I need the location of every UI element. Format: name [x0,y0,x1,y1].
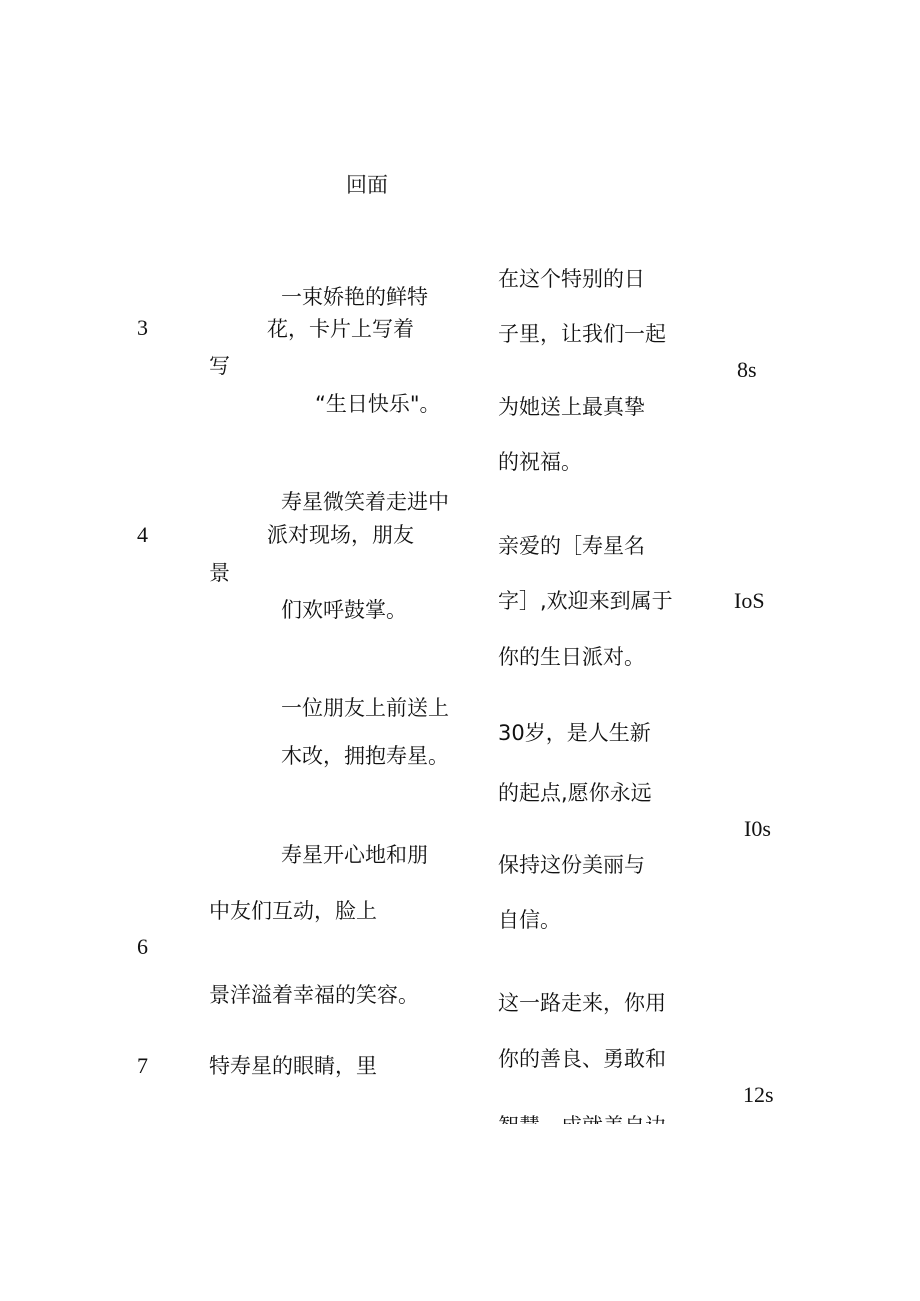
description-line: 们欢呼鼓掌。 [281,598,407,622]
description-line: 寿星微笑着走进中 [281,490,449,514]
duration: 8s [737,357,757,382]
description-line: 派对现场，朋友 [267,523,414,547]
description-line: 一位朋友上前送上 [281,696,449,720]
row-number: 4 [137,522,148,547]
narration-line: 你的善良、勇敢和 [498,1047,666,1071]
description-line: 一束娇艳的鲜特 [281,285,428,309]
narration-line: 的起点,愿你永远 [498,781,652,805]
page-cutoff [0,1124,920,1301]
narration-line: 子里，让我们一起 [498,322,666,346]
duration: IoS [734,588,765,613]
page-heading: 回面 [346,173,388,197]
scene-marker: 景 [209,561,230,585]
row-number: 7 [137,1053,148,1078]
narration-line: 为她送上最真挚 [498,395,645,419]
narration-line: 30岁，是人生新 [498,721,651,745]
description-line: 花，卡片上写着 [267,317,414,341]
narration-line: 亲爱的［寿星名 [498,534,645,558]
narration-line: 保持这份美丽与 [498,853,645,877]
description-line: “生日快乐"。 [315,392,441,416]
description-line: 景洋溢着幸福的笑容。 [209,983,419,1007]
narration-line: 自信。 [498,908,561,932]
narration-line: 的祝福。 [498,450,582,474]
narration-line: 这一路走来，你用 [498,991,666,1015]
description-line: 中友们互动，脸上 [209,899,377,923]
row-number: 3 [137,315,148,340]
narration-line: 你的生日派对。 [498,645,645,669]
row-number: 6 [137,934,148,959]
description-line: 木改，拥抱寿星。 [281,744,449,768]
scene-marker: 写 [209,354,230,378]
description-line: 特寿星的眼睛，里 [209,1054,377,1078]
narration-line: 字］,欢迎来到属于 [498,589,673,613]
duration: I0s [744,816,771,841]
description-line: 寿星开心地和朋 [281,843,428,867]
duration: 12s [743,1082,774,1107]
narration-line: 在这个特别的日 [498,267,645,291]
